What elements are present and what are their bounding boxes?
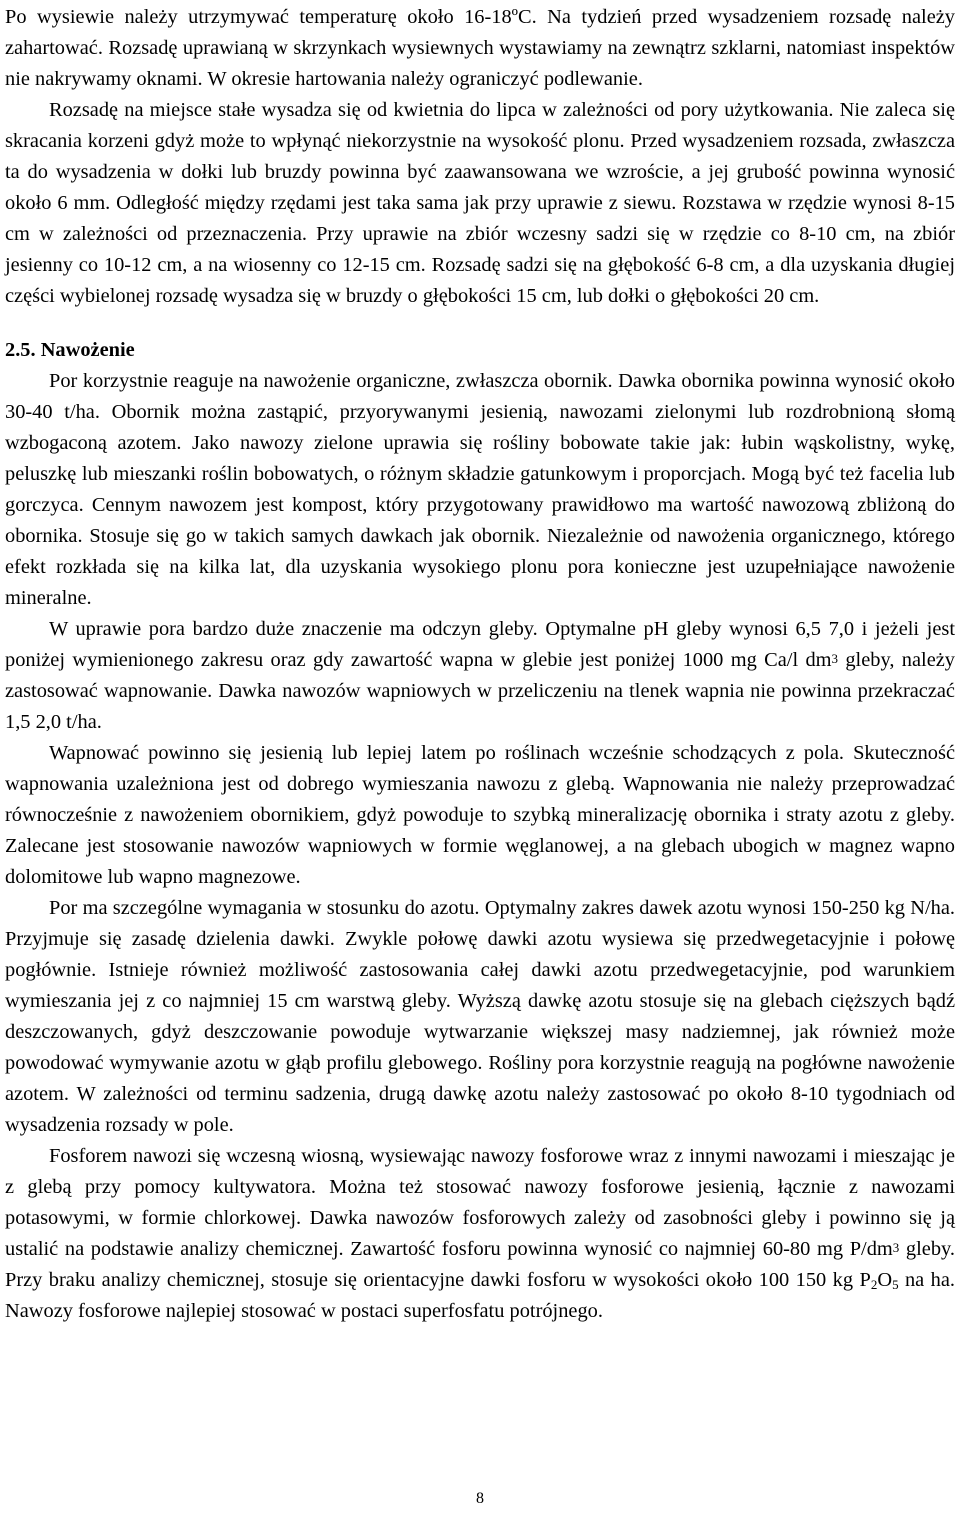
paragraph-planting: Rozsadę na miejsce stałe wysadza się od kwietnia do lipca w zależności od pory użytkowania. Nie zaleca się skracania korzeni gdyż może to wpłynąć niekorzystnie na wysokość plonu. Przed wysadzeniem rozsada, zwłaszcza ta do wysadzenia w dołki lub bruzdy powinna być zaawansowana we wzroście, a jej grubość powinna wynosić około 6 mm. Odległość między rzędami jest taka sama jak przy uprawie z siewu. Rozstawa w rzędzie wynosi 8-15 cm w zależności od przeznaczenia. Przy uprawie na zbiór wczesny sadzi się w rzędzie co 8-10 cm, na zbiór jesienny co 10-12 cm, a na wiosenny co 12-15 cm. Rozsadę sadzi się na głębokość 6-8 cm, a dla uzyskania długiej części wybielonej rozsadę wysadza się w bruzdy o głębokości 15 cm, lub dołki o głębokości 20 cm. — [5, 99, 955, 307]
superscript-3: 3 — [892, 1240, 900, 1255]
paragraph-phosphorus-text-d: na ha. Nawozy fosforowe najlepiej stosować w postaci superfosfatu potrójnego. — [5, 1269, 955, 1322]
section-gap — [5, 312, 955, 335]
superscript-3: 3 — [831, 651, 839, 666]
subscript-5: 5 — [892, 1277, 899, 1292]
paragraph-soil-ph-text-a: W uprawie pora bardzo duże znaczenie ma odczyn gleby. Optymalne pH gleby wynosi 6,5 7,0 i jeżeli jest poniżej wymienionego zakresu oraz gdy zawartość wapna w glebie jest poniżej 1000 mg Ca/l dm — [5, 618, 955, 671]
paragraph-phosphorus — [5, 1141, 955, 1327]
subscript-2: 2 — [870, 1277, 878, 1292]
paragraph-liming: Wapnować powinno się jesienią lub lepiej latem po roślinach wcześnie schodzących z pola. Skuteczność wapnowania uzależniona jest od dobrego wymieszania nawozu z glebą. Wapnowania nie należy przeprowadzać równocześnie z nawożeniem obornikiem, gdyż powoduje to szybką mineralizację obornika i straty azotu z gleby. Zalecane jest stosowanie nawozów wapniowych w formie węglanowej, a na glebach ubogich w magnez wapno dolomitowe lub wapno magnezowe. — [5, 742, 955, 888]
section-heading — [5, 335, 955, 366]
document-page — [5, 2, 955, 1327]
paragraph-phosphorus-text-a: Fosforem nawozi się wczesną wiosną, wysiewając nawozy fosforowe wraz z innymi nawozami i mieszając je z glebą przy pomocy kultywatora. Można też stosować nawozy fosforowe jesienią, łącznie z nawozami potasowymi, w formie chlorkowej. Dawka nawozów fosforowych zależy od zasobności gleby i powinno się ją ustalić na podstawie analizy chemicznej. Zawartość fosforu powinna wynosić co najmniej 60-80 mg P/dm — [5, 1145, 955, 1260]
paragraph-soil-ph-text-b: gleby, należy zastosować wapnowanie. Dawka nawozów wapniowych w przeliczeniu na tlenek wapnia nie powinna przekraczać 1,5 2,0 t/ha. — [5, 649, 955, 733]
section-number: 2.5. — [5, 339, 36, 361]
paragraph-nitrogen: Por ma szczególne wymagania w stosunku do azotu. Optymalny zakres dawek azotu wynosi 150-250 kg N/ha. Przyjmuje się zasadę dzielenia dawki. Zwykle połowę dawki azotu wysiewa się przedwegetacyjnie i połowę pogłównie. Istnieje również możliwość zastosowania całej dawki azotu przedwegetacyjnie, pod warunkiem wymieszania jej z co najmniej 15 cm warstwą gleby. Wyższą dawkę azotu stosuje się na glebach cięższych bądź deszczowanych, gdyż deszczowanie powoduje wytwarzanie większej masy nadziemnej, jak również może powodować wymywanie azotu w głąb profilu glebowego. Rośliny pora korzystnie reagują na pogłówne nawożenie azotem. W zależności od terminu sadzenia, drugą dawkę azotu należy zastosować po około 8-10 tygodniach od wysadzenia rozsady w pole. — [5, 897, 955, 1136]
paragraph-phosphorus-text-c: O — [877, 1269, 893, 1291]
paragraph-hardening: Po wysiewie należy utrzymywać temperaturę około 16-18ºC. Na tydzień przed wysadzeniem rozsadę należy zahartować. Rozsadę uprawianą w skrzynkach wysiewnych wystawiamy na zewnątrz szklarni, natomiast inspektów nie nakrywamy oknami. W okresie hartowania należy ograniczyć podlewanie. — [5, 6, 955, 90]
paragraph-soil-ph — [5, 614, 955, 738]
paragraph-phosphorus-text-b: gleby. Przy braku analizy chemicznej, stosuje się orientacyjne dawki fosforu w wysokości około 100 150 kg P — [5, 1238, 955, 1291]
paragraph-organic-fertilization: Por korzystnie reaguje na nawożenie organiczne, zwłaszcza obornik. Dawka obornika powinna wynosić około 30-40 t/ha. Obornik można zastąpić, przyorywanymi jesienią, nawozami zielonymi lub rozdrobnioną słomą wzbogaconą azotem. Jako nawozy zielone uprawia się rośliny bobowate takie jak: łubin wąskolistny, wykę, peluszkę lub mieszanki roślin bobowatych, o różnym składzie gatunkowym i proporcjach. Mogą być też facelia lub gorczyca. Cennym nawozem jest kompost, który przygotowany prawidłowo ma wartość nawozową zbliżoną do obornika. Stosuje się go w takich samych dawkach jak obornik. Niezależnie od nawożenia organicznego, którego efekt rozkłada się na kilka lat, dla uzyskania wysokiego plonu pora konieczne jest uzupełniające nawożenie mineralne. — [5, 370, 955, 609]
page-number: 8 — [476, 1490, 484, 1507]
section-title: Nawożenie — [40, 339, 135, 361]
